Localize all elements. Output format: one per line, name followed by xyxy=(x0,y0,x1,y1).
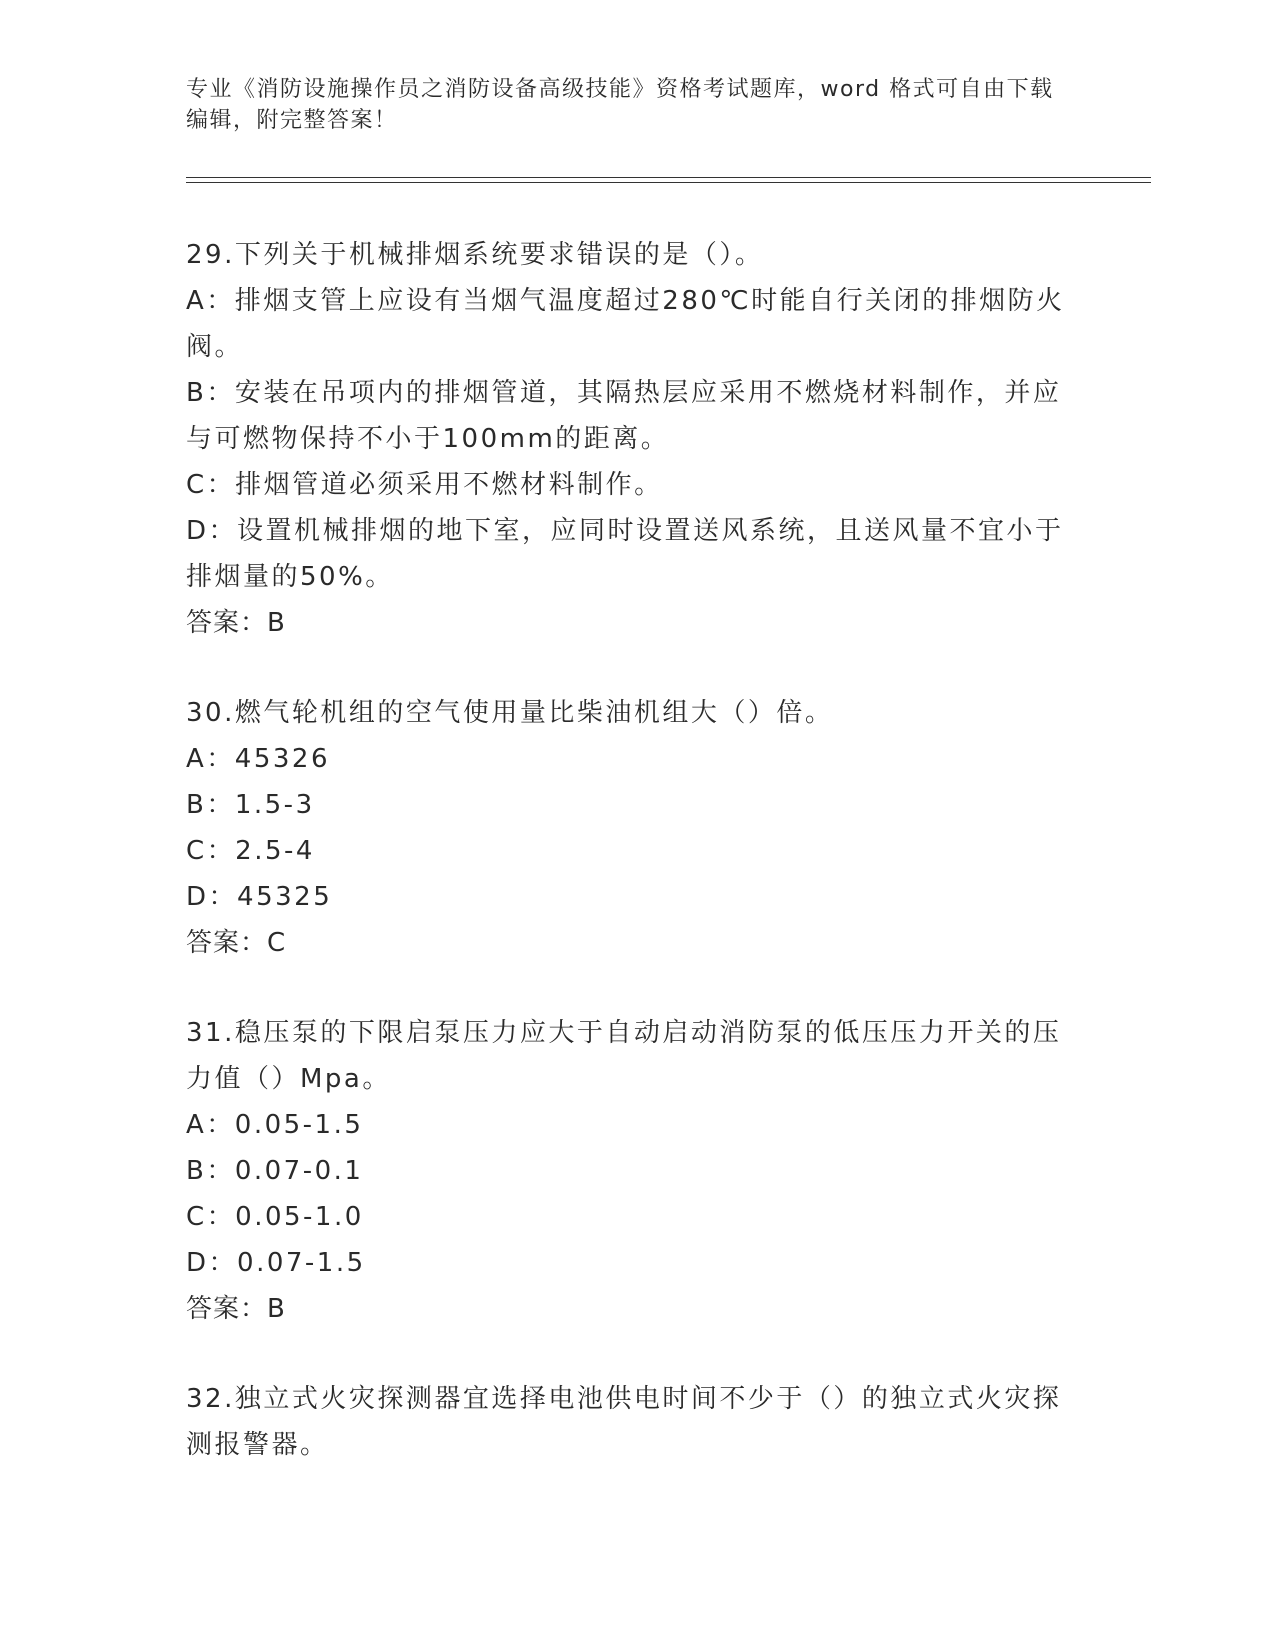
option-d: D：0.07-1.5 xyxy=(186,1248,366,1278)
option-c: C：0.05-1.0 xyxy=(186,1202,364,1232)
answer-text: 答案：B xyxy=(186,1294,286,1324)
option-c: C：2.5-4 xyxy=(186,836,315,866)
header-rule-bottom xyxy=(186,182,1151,183)
question-block xyxy=(186,1010,1086,1332)
option-b: B：0.07-0.1 xyxy=(186,1156,364,1186)
question-text: 31.稳压泵的下限启泵压力应大于自动启动消防泵的低压压力开关的压力值（）Mpa。 xyxy=(186,1018,1062,1094)
question-text: 32.独立式火灾探测器宜选择电池供电时间不少于（）的独立式火灾探测报警器。 xyxy=(186,1384,1062,1460)
option-a: A：排烟支管上应设有当烟气温度超过280℃时能自行关闭的排烟防火阀。 xyxy=(186,286,1065,362)
question-block xyxy=(186,232,1086,646)
option-a: A：45326 xyxy=(186,744,330,774)
question-text: 30.燃气轮机组的空气使用量比柴油机组大（）倍。 xyxy=(186,698,834,728)
option-d: D：设置机械排烟的地下室，应同时设置送风系统，且送风量不宜小于排烟量的50%。 xyxy=(186,516,1064,592)
option-a: A：0.05-1.5 xyxy=(186,1110,364,1140)
question-block xyxy=(186,690,1086,966)
question-list xyxy=(186,232,1086,1512)
header-rule-top xyxy=(186,177,1151,178)
question-text: 29.下列关于机械排烟系统要求错误的是（）。 xyxy=(186,240,764,270)
option-b: B：安装在吊项内的排烟管道，其隔热层应采用不燃烧材料制作，并应与可燃物保持不小于100mm的距离。 xyxy=(186,378,1062,454)
option-c: C：排烟管道必须采用不燃材料制作。 xyxy=(186,470,663,500)
option-b: B：1.5-3 xyxy=(186,790,315,820)
question-block xyxy=(186,1376,1086,1468)
answer-text: 答案：C xyxy=(186,928,287,958)
document-header: 专业《消防设施操作员之消防设备高级技能》资格考试题库，word 格式可自由下载编辑，附完整答案！ xyxy=(186,77,1054,133)
option-d: D：45325 xyxy=(186,882,333,912)
answer-text: 答案：B xyxy=(186,608,286,638)
